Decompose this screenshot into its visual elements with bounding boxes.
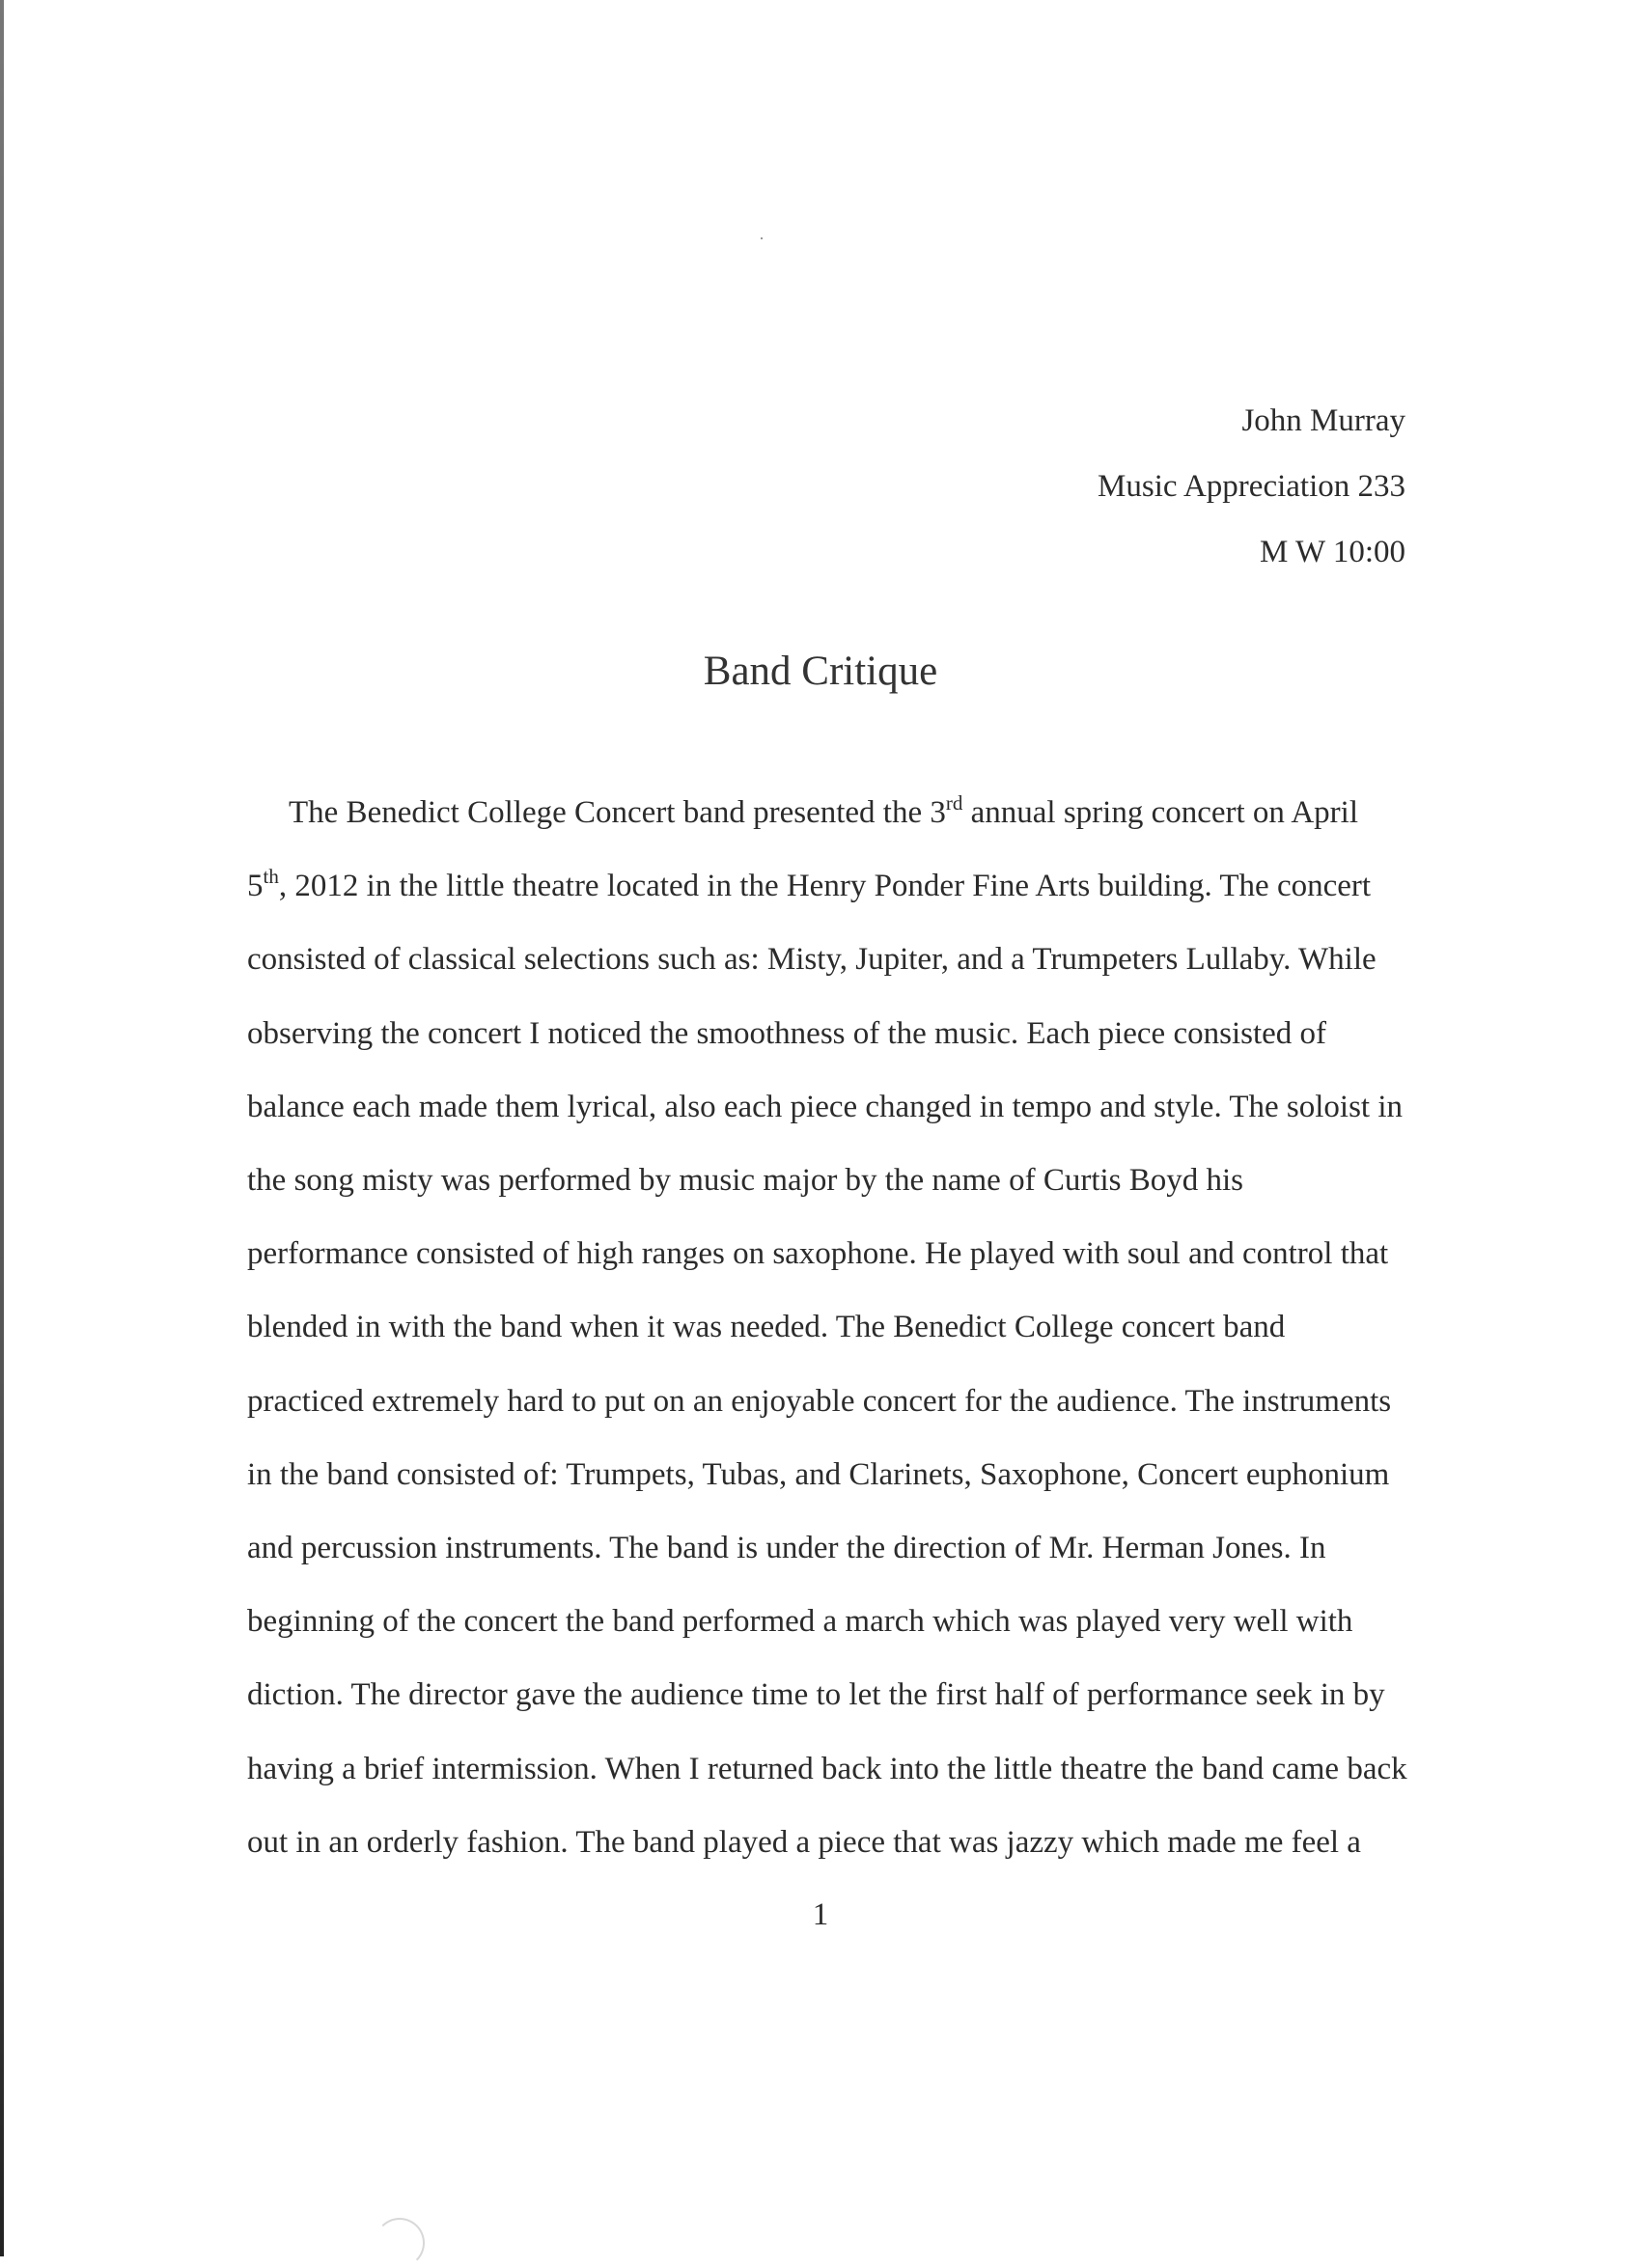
body-line: observing the concert I noticed the smoothness of the music. Each piece consisted of	[247, 1015, 1327, 1051]
body-line: practiced extremely hard to put on an enjoyable concert for the audience. The instruments	[247, 1383, 1392, 1419]
body-line: having a brief intermission. When I returned back into the little theatre the band came back	[247, 1751, 1407, 1786]
body-line: out in an orderly fashion. The band played a piece that was jazzy which made me feel a	[247, 1824, 1361, 1860]
body-line: 5th, 2012 in the little theatre located in the Henry Ponder Fine Arts building. The concert	[247, 865, 1372, 904]
body-line: beginning of the concert the band performed a march which was played very well with	[247, 1604, 1353, 1640]
scan-speck	[761, 237, 763, 239]
body-line: The Benedict College Concert band presented the 3rd annual spring concert on April	[289, 791, 1359, 830]
header-block	[1098, 388, 1405, 585]
body-line: blended in with the band when it was needed. The Benedict College concert band	[247, 1310, 1286, 1345]
body-line: balance each made them lyrical, also each piece changed in tempo and style. The soloist in	[247, 1089, 1404, 1124]
body-line: in the band consisted of: Trumpets, Tubas, and Clarinets, Saxophone, Concert euphonium	[247, 1456, 1390, 1492]
body-line: consisted of classical selections such as: Misty, Jupiter, and a Trumpeters Lullaby. While	[247, 942, 1377, 978]
author-name: John Murray	[1241, 403, 1405, 438]
body-line: diction. The director gave the audience time to let the first half of performance seek in by	[247, 1677, 1385, 1713]
course-name: Music Appreciation 233	[1098, 469, 1405, 504]
body-line: and percussion instruments. The band is under the direction of Mr. Herman Jones. In	[247, 1531, 1326, 1566]
ordinal-superscript: th	[263, 865, 279, 889]
essay-body	[247, 776, 1405, 1879]
binder-hole-mark	[375, 2218, 425, 2268]
class-schedule: M W 10:00	[1260, 535, 1405, 569]
body-line: the song misty was performed by music major by the name of Curtis Boyd his	[247, 1163, 1244, 1199]
body-line: performance consisted of high ranges on saxophone. He played with soul and control that	[247, 1236, 1389, 1272]
page-number: 1	[812, 1897, 829, 1932]
ordinal-superscript: rd	[945, 791, 963, 815]
document-title: Band Critique	[703, 649, 938, 694]
